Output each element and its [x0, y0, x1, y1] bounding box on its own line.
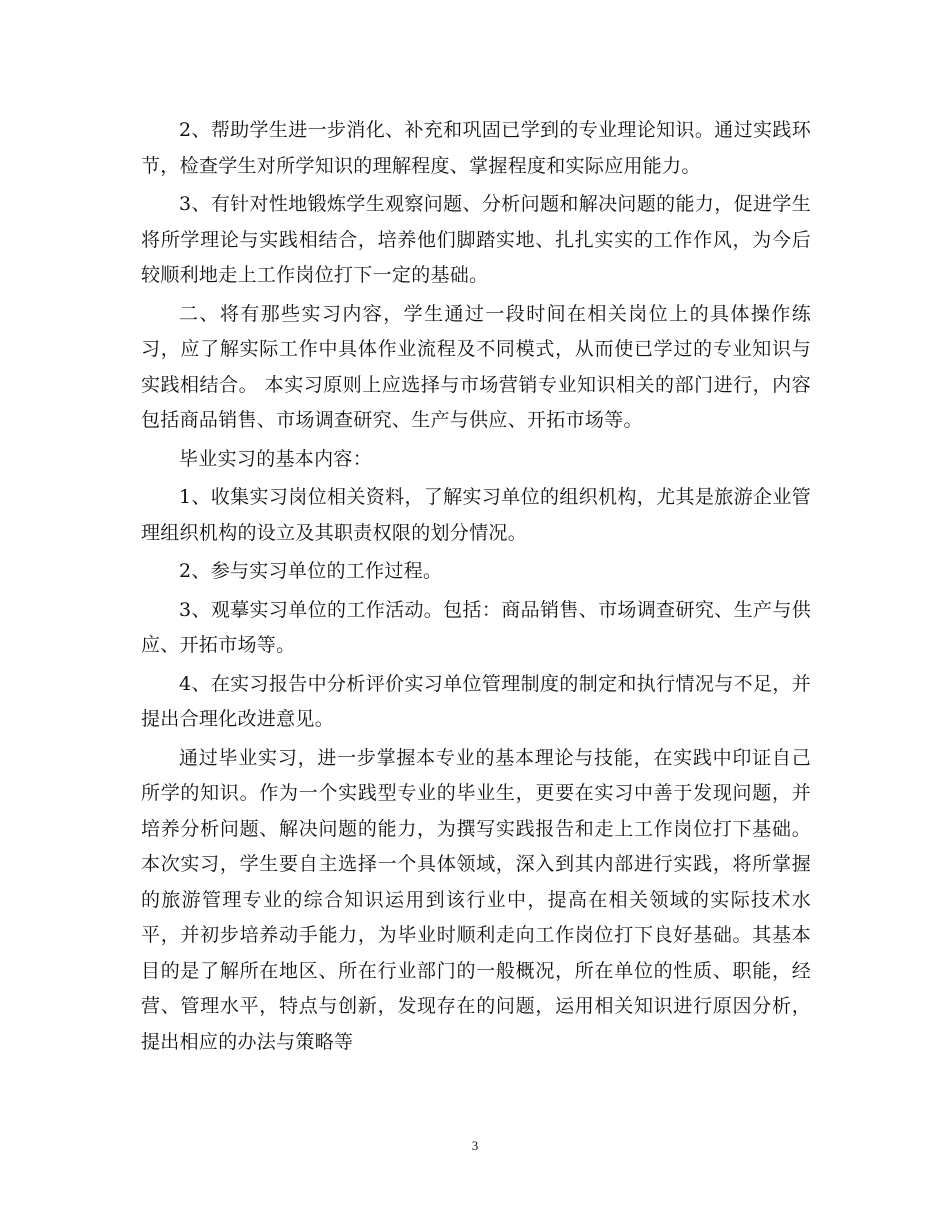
page-number: 3: [471, 1138, 479, 1153]
paragraph-content-item-1: 1、收集实习岗位相关资料，了解实习单位的组织机构，尤其是旅游企业管理组织机构的设立及其职责权限的划分情况。: [141, 486, 811, 544]
paragraph-summary: 通过毕业实习，进一步掌握本专业的基本理论与技能，在实践中印证自己所学的知识。作为一个实践型专业的毕业生，更要在实习中善于发现问题，并培养分析问题、解决问题的能力，为撰写实践报告和走上工作岗位打下基础。本次实习，学生要自主选择一个具体领域，深入到其内部进行实践，将所掌握的旅游管理专业的综合知识运用到该行业中，提高在相关领域的实际技术水平，并初步培养动手能力，为毕业时顺利走向工作岗位打下良好基础。其基本目的是了解所在地区、所在行业部门的一般概况，所在单位的性质、职能，经营、管理水平，特点与创新，发现存在的问题，运用相关知识进行原因分析，提出相应的办法与策略等: [141, 746, 811, 1053]
paragraph-objective-3: 3、有针对性地锻炼学生观察问题、分析问题和解决问题的能力，促进学生将所学理论与实践相结合，培养他们脚踏实地、扎扎实实的工作作风，为今后较顺利地走上工作岗位打下一定的基础。: [141, 193, 811, 286]
document-body: [141, 113, 811, 1063]
paragraph-content-item-4: 4、在实习报告中分析评价实习单位管理制度的制定和执行情况与不足，并提出合理化改进意见。: [141, 672, 811, 730]
paragraph-content-item-2: 2、参与实习单位的工作过程。: [179, 560, 443, 582]
paragraph-internship-content: 二、将有那些实习内容，学生通过一段时间在相关岗位上的具体操作练习，应了解实际工作中具体作业流程及不同模式，从而使已学过的专业知识与实践相结合。 本实习原则上应选择与市场营销专业知识相关的部门进行，内容包括商品销售、市场调查研究、生产与供应、开拓市场等。: [141, 302, 811, 431]
paragraph-basic-content-heading: 毕业实习的基本内容：: [179, 447, 373, 470]
paragraph-objective-2: 2、帮助学生进一步消化、补充和巩固已学到的专业理论知识。通过实践环节，检查学生对所学知识的理解程度、掌握程度和实际应用能力。: [141, 119, 811, 177]
paragraph-content-item-3: 3、观摹实习单位的工作活动。包括：商品销售、市场调查研究、生产与供应、开拓市场等。: [141, 598, 811, 656]
